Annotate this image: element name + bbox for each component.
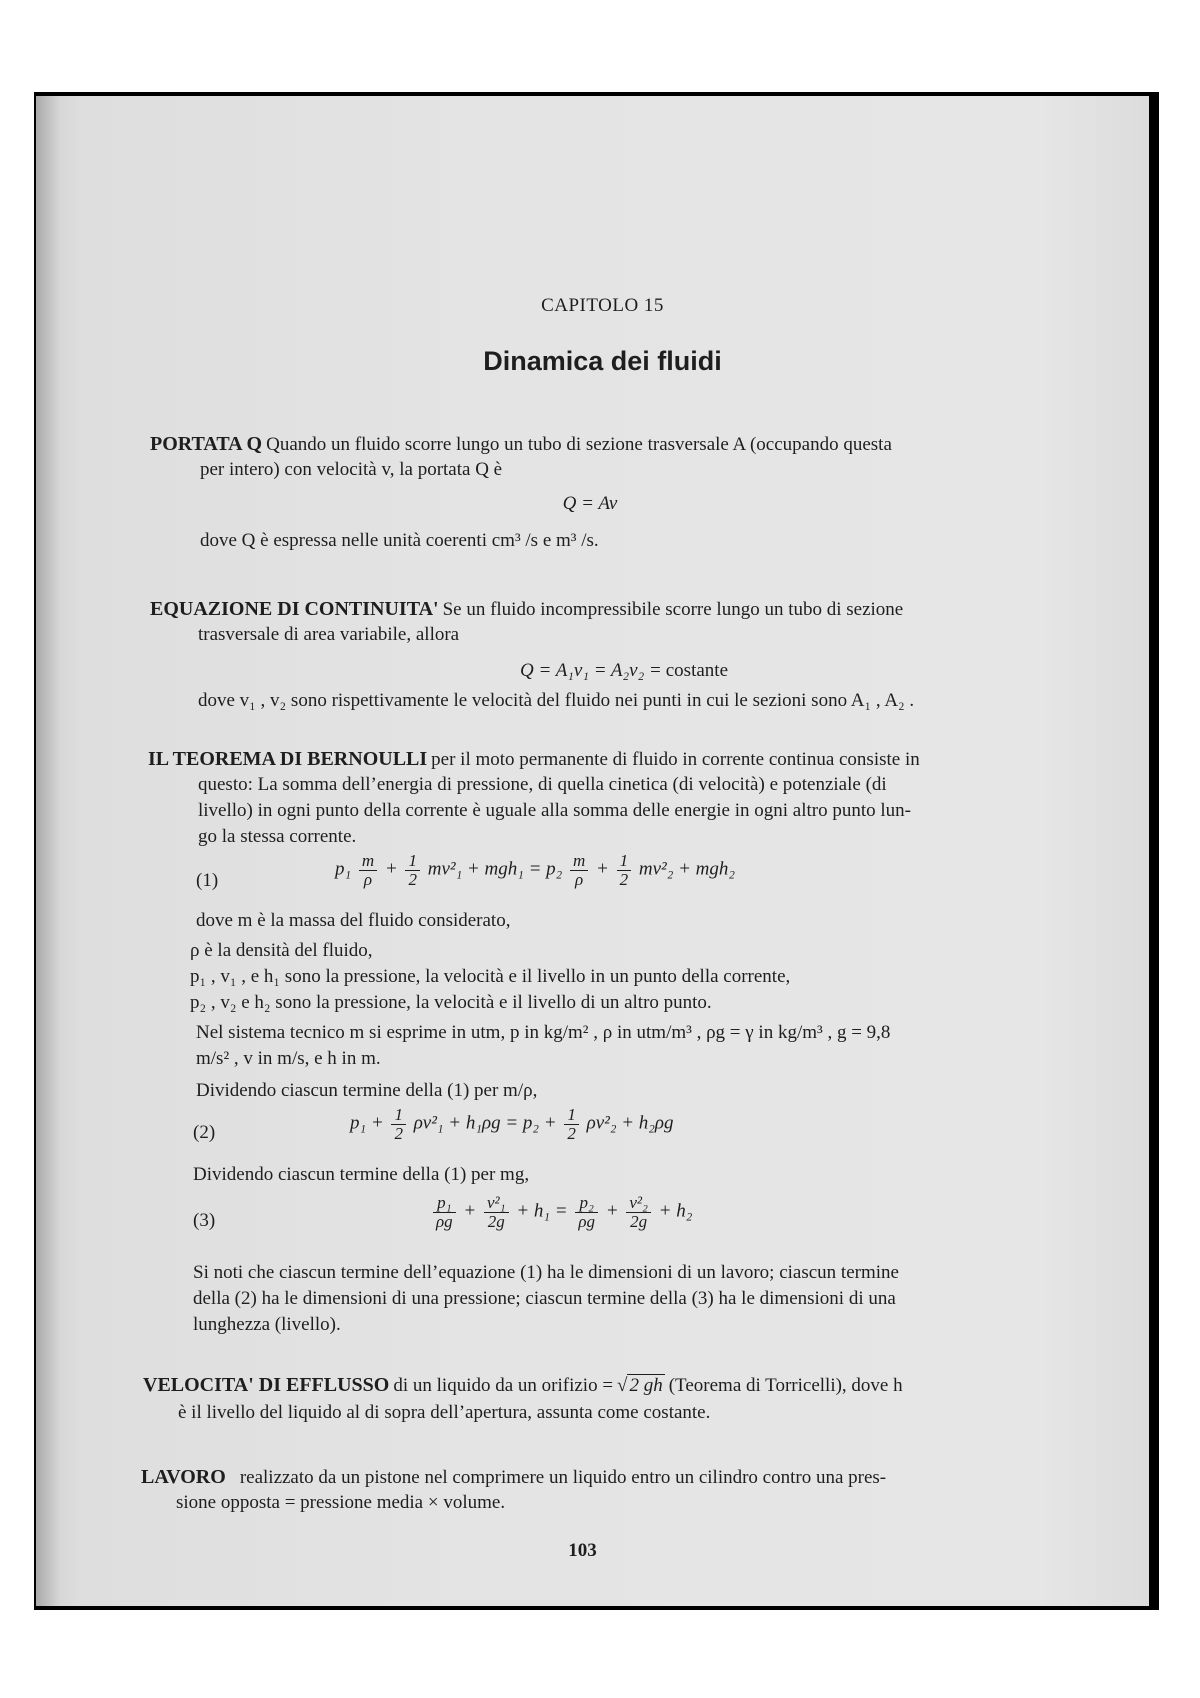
- binding-shadow: [36, 96, 60, 1606]
- eq3-plus-2: +: [605, 1200, 619, 1222]
- efflusso-sqrt: 2 gh: [629, 1375, 663, 1396]
- efflusso-text-1b: (Teorema di Torricelli), dove h: [668, 1375, 903, 1396]
- bernoulli-def-4: p₂ , v₂ e h₂ sono la pressione, la velocità e il livello di un altro punto.: [190, 992, 712, 1013]
- continuita-text-3: dove v₁ , v₂ sono rispettivamente le velocità del fluido nei punti in cui le sezioni sono A₁ , A₂ .: [198, 690, 915, 711]
- efflusso-text-1a: di un liquido da un orifizio =: [393, 1375, 614, 1396]
- eq3-frac-p2: $\frac{\text{p₂}}{\rho g}$: [575, 1194, 598, 1231]
- portata-heading: PORTATA Q: [150, 433, 263, 455]
- continuita-line-1: [150, 598, 903, 621]
- eq1-plus-2: +: [596, 858, 609, 880]
- eq2-a: p₁ +: [350, 1112, 384, 1134]
- eq2: [350, 1106, 674, 1143]
- chapter-label: CAPITOLO 15: [541, 295, 664, 316]
- continuita-formula: [520, 660, 728, 682]
- eq3: [430, 1194, 692, 1231]
- continuita-formula-word: costante: [665, 660, 729, 681]
- bernoulli-text-2: questo: La somma dell’energia di pressione, di quella cinetica (di velocità) e potenziale (di: [198, 774, 887, 795]
- bernoulli-text-3: livello) in ogni punto della corrente è uguale alla somma delle energie in ogni altro punto lun-: [198, 800, 912, 821]
- bernoulli-line-1: [148, 748, 920, 771]
- bernoulli-units-2: m/s² , v in m/s, e h in m.: [196, 1048, 381, 1069]
- bernoulli-divide-1: Dividendo ciascun termine della (1) per m/ρ,: [196, 1080, 538, 1101]
- lavoro-text-1: realizzato da un pistone nel comprimere un liquido entro un cilindro contro una pres-: [239, 1467, 887, 1488]
- efflusso-heading: VELOCITA' DI EFFLUSSO: [143, 1374, 390, 1396]
- eq1-frac-half-2: $\frac{1}{2}$: [617, 852, 632, 889]
- lavoro-heading: LAVORO: [141, 1466, 226, 1488]
- bernoulli-units-1: Nel sistema tecnico m si esprime in utm, p in kg/m² , ρ in utm/m³ , ρg = γ in kg/m³ , g = 9,8: [196, 1022, 891, 1043]
- continuita-text-1: Se un fluido incompressibile scorre lungo un tubo di sezione: [442, 599, 904, 620]
- chapter-title: Dinamica dei fluidi: [483, 346, 722, 376]
- eq1-label: (1): [196, 870, 219, 891]
- eq2-c: ρv²₂ + h₂ρg: [586, 1112, 674, 1134]
- portata-text-2: per intero) con velocità v, la portata Q è: [200, 459, 503, 480]
- eq3-frac-p1: $\frac{\text{p₁}}{\rho g}$: [433, 1194, 456, 1231]
- eq2-frac-half: $\frac{1}{2}$: [391, 1106, 406, 1143]
- bernoulli-divide-2: Dividendo ciascun termine della (1) per mg,: [193, 1164, 530, 1185]
- portata-text-1: Quando un fluido scorre lungo un tubo di sezione trasversale A (occupando questa: [266, 434, 892, 455]
- bernoulli-text-4: go la stessa corrente.: [198, 826, 357, 847]
- efflusso-text-2: è il livello del liquido al di sopra dell’apertura, assunta come costante.: [178, 1402, 711, 1423]
- bernoulli-note-3: lunghezza (livello).: [193, 1314, 341, 1335]
- eq1: [335, 852, 735, 889]
- eq1-term-1: mv²₁ + mgh₁ = p₂: [427, 858, 563, 880]
- eq3-frac-v2: $\frac{\text{v²₂}}{2g}$: [626, 1194, 651, 1231]
- eq3-plus: +: [463, 1200, 477, 1222]
- eq1-plus: +: [384, 858, 398, 880]
- continuita-text-2: trasversale di area variabile, allora: [198, 624, 460, 645]
- eq2-b: ρv²₁ + h₁ρg = p₂ +: [413, 1112, 557, 1134]
- lavoro-line-1: [141, 1466, 886, 1489]
- eq3-label: (3): [193, 1210, 216, 1231]
- bernoulli-def-3: p₁ , v₁ , e h₁ sono la pressione, la velocità e il livello in un punto della corrente,: [190, 966, 791, 987]
- eq3-mid: + h₁ =: [516, 1200, 568, 1222]
- eq1-p1: p₁: [335, 858, 352, 880]
- portata-line-1: [150, 433, 892, 456]
- bernoulli-heading: IL TEOREMA DI BERNOULLI: [148, 748, 428, 770]
- portata-formula: Q = Av: [562, 493, 618, 514]
- bernoulli-def-2: ρ è la densità del fluido,: [190, 940, 373, 961]
- eq1-frac-m-rho-2: $\frac{m}{\rho}$: [570, 852, 588, 889]
- bernoulli-note-1: Si noti che ciascun termine dell’equazione (1) ha le dimensioni di un lavoro; ciascun termine: [193, 1262, 899, 1283]
- bernoulli-note-2: della (2) ha le dimensioni di una pressione; ciascun termine della (3) ha le dimensioni di una: [193, 1288, 896, 1309]
- eq2-frac-half-2: $\frac{1}{2}$: [564, 1106, 579, 1143]
- bernoulli-text-1: per il moto permanente di fluido in corrente continua consiste in: [431, 749, 920, 770]
- page-number: 103: [568, 1540, 597, 1561]
- continuita-heading: EQUAZIONE DI CONTINUITA': [150, 598, 439, 620]
- continuita-formula-expr: Q = A₁v₁ = A₂v₂ =: [520, 660, 662, 681]
- efflusso-line-1: [143, 1374, 903, 1397]
- portata-text-3: dove Q è espressa nelle unità coerenti cm³ /s e m³ /s.: [200, 530, 599, 551]
- eq3-frac-v1: $\frac{\text{v²₁}}{2g}$: [484, 1194, 509, 1231]
- bernoulli-def-1: dove m è la massa del fluido considerato,: [196, 910, 511, 931]
- eq1-frac-m-rho: $\frac{m}{\rho}$: [359, 852, 377, 889]
- eq1-frac-half: $\frac{1}{2}$: [405, 852, 420, 889]
- lavoro-text-2: sione opposta = pressione media × volume.: [176, 1492, 506, 1513]
- eq2-label: (2): [193, 1122, 216, 1143]
- eq3-end: + h₂: [658, 1200, 693, 1222]
- eq1-term-2: mv²₂ + mgh₂: [638, 858, 735, 880]
- sqrt-symbol: √ 2 gh: [617, 1375, 663, 1396]
